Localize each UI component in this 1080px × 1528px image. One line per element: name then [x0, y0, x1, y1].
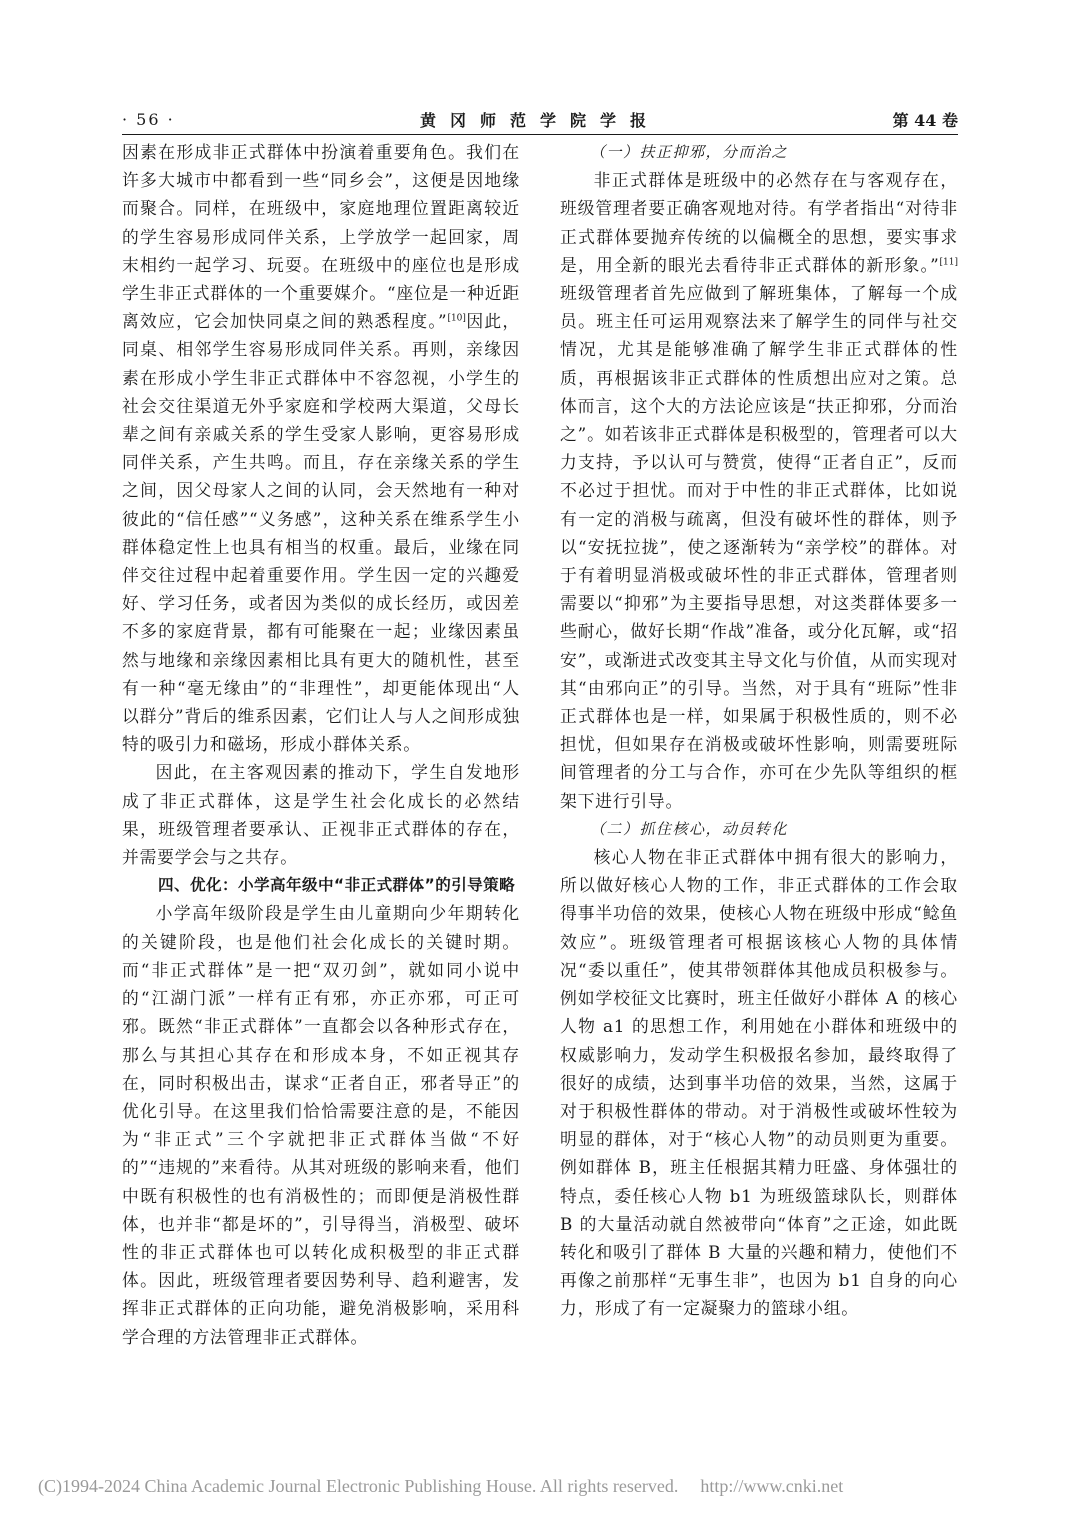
page-number: · 56 · — [122, 110, 175, 129]
paragraph — [560, 166, 958, 815]
journal-title: 黄冈师范学院学报 — [419, 111, 660, 130]
cnki-link[interactable]: http://www.cnki.net — [700, 1476, 844, 1496]
page-header — [122, 108, 958, 134]
header-divider — [122, 134, 958, 135]
copyright-footer — [38, 1476, 1048, 1497]
paragraph-text: 因此，同桌、相邻学生容易形成同伴关系。再则，亲缘因素在形成小学生非正式群体中不容忽视，小学生的社会交往渠道无外乎家庭和学校两大渠道，父母长辈之间有亲戚关系的学生受家人影响，更容易形成同伴关系，产生共鸣。而且，存在亲缘关系的学生之间，因父母家人之间的认同，会天然地有一种对彼此的“信任感”“义务感”，这种关系在维系学生小群体稳定性上也具有相当的权重。最后，业缘在同伴交往过程中起着重要作用。学生因一定的兴趣爱好、学习任务，或者因为类似的成长经历，或因差不多的家庭背景，都有可能聚在一起；业缘因素虽然与地缘和亲缘因素相比具有更大的随机性，甚至有一种“毫无缘由”的“非理性”，却更能体现出“人以群分”背后的维系因素，它们让人与人之间形成独特的吸引力和磁场，形成小群体关系。 — [122, 311, 520, 755]
right-column — [560, 138, 958, 1323]
paragraph-text: 非正式群体是班级中的必然存在与客观存在，班级管理者要正确客观地对待。有学者指出“对待非正式群体要抛弃传统的以偏概全的思想，要实事求是，用全新的眼光去看待非正式群体的新形象。” — [560, 170, 958, 275]
paragraph-text: 班级管理者首先应做到了解班集体，了解每一个成员。班主任可运用观察法来了解学生的同伴与社交情况，尤其是能够准确了解学生非正式群体的性质，再根据该非正式群体的性质想出应对之策。总体而言，这个大的方法论应该是“扶正抑邪，分而治之”。如若该非正式群体是积极型的，管理者可以大力支持，予以认可与赞赏，使得“正者自正”，反而不必过于担忧。而对于中性的非正式群体，比如说有一定的消极与疏离，但没有破坏性的群体，则予以“安抚拉拢”，使之逐渐转为“亲学校”的群体。对于有着明显消极或破坏性的非正式群体，管理者则需要以“抑邪”为主要指导思想，对这类群体要多一些耐心，做好长期“作战”准备，或分化瓦解，或“招安”，或渐进式改变其主导文化与价值，从而实现对其“由邪向正”的引导。当然，对于具有“班际”性非正式群体也是一样，如果属于积极性质的，则不必担忧，但如果存在消极或破坏性影响，则需要班际间管理者的分工与合作，亦可在少先队等组织的框架下进行引导。 — [560, 283, 958, 811]
citation-ref: [10] — [447, 313, 466, 324]
paragraph — [122, 138, 520, 758]
volume-label: 第 44 卷 — [892, 111, 958, 130]
subsection-heading: （一）扶正抑邪，分而治之 — [590, 143, 789, 161]
citation-ref: [11] — [939, 257, 958, 268]
copyright-text: (C)1994-2024 China Academic Journal Electronic Publishing House. All rights reserved. — [38, 1476, 679, 1496]
paragraph: 核心人物在非正式群体中拥有很大的影响力，所以做好核心人物的工作，非正式群体的工作会取得事半功倍的效果，使核心人物在班级中形成“鲶鱼效应”。班级管理者可根据该核心人物的具体情况“委以重任”，使其带领群体其他成员积极参与。例如学校征文比赛时，班主任做好小群体 A 的核心人物 a1 的思想工作，利用她在小群体和班级中的权威影响力，发动学生积极报名参加，最终取得了很好的成绩，达到事半功倍的效果，当然，这属于对于积极性群体的带动。对于消极性或破坏性较为明显的群体，对于“核心人物”的动员则更为重要。例如群体 B，班主任根据其精力旺盛、身体强壮的特点，委任核心人物 b1 为班级篮球队长，则群体 B 的大量活动就自然被带向“体育”之正途，如此既转化和吸引了群体 B 大量的兴趣和精力，使他们不再像之前那样“无事生非”，也因为 b1 自身的向心力，形成了有一定凝聚力的篮球小组。 — [560, 847, 958, 1319]
left-column — [122, 138, 520, 1351]
paragraph: 因此，在主客观因素的推动下，学生自发地形成了非正式群体，这是学生社会化成长的必然结果，班级管理者要承认、正视非正式群体的存在，并需要学会与之共存。 — [122, 762, 520, 868]
paragraph: 小学高年级阶段是学生由儿童期向少年期转化的关键阶段，也是他们社会化成长的关键时期。而“非正式群体”是一把“双刃剑”，就如同小说中的“江湖门派”一样有正有邪，亦正亦邪，可正可邪。既然“非正式群体”一直都会以各种形式存在，那么与其担心其存在和形成本身，不如正视其存在，同时积极出击，谋求“正者自正，邪者导正”的优化引导。在这里我们恰恰需要注意的是，不能因为“非正式”三个字就把非正式群体当做“不好的”“违规的”来看待。从其对班级的影响来看，他们中既有积极性的也有消极性的；而即便是消极性群体，也并非“都是坏的”，引导得当，消极型、破坏性的非正式群体也可以转化成积极型的非正式群体。因此，班级管理者要因势利导、趋利避害，发挥非正式群体的正向功能，避免消极影响，采用科学合理的方法管理非正式群体。 — [122, 903, 520, 1347]
subsection-heading: （二）抓住核心，动员转化 — [590, 819, 789, 838]
section-heading: 四、优化：小学高年级中“非正式群体”的引导策略 — [158, 876, 516, 895]
paragraph-text: 因素在形成非正式群体中扮演着重要角色。我们在许多大城市中都看到一些“同乡会”，这便是因地缘而聚合。同样，在班级中，家庭地理位置距离较近的学生容易形成同伴关系，上学放学一起回家，周末相约一起学习、玩耍。在班级中的座位也是形成学生非正式群体的一个重要媒介。“座位是一种近距离效应，它会加快同桌之间的熟悉程度。” — [122, 142, 520, 332]
